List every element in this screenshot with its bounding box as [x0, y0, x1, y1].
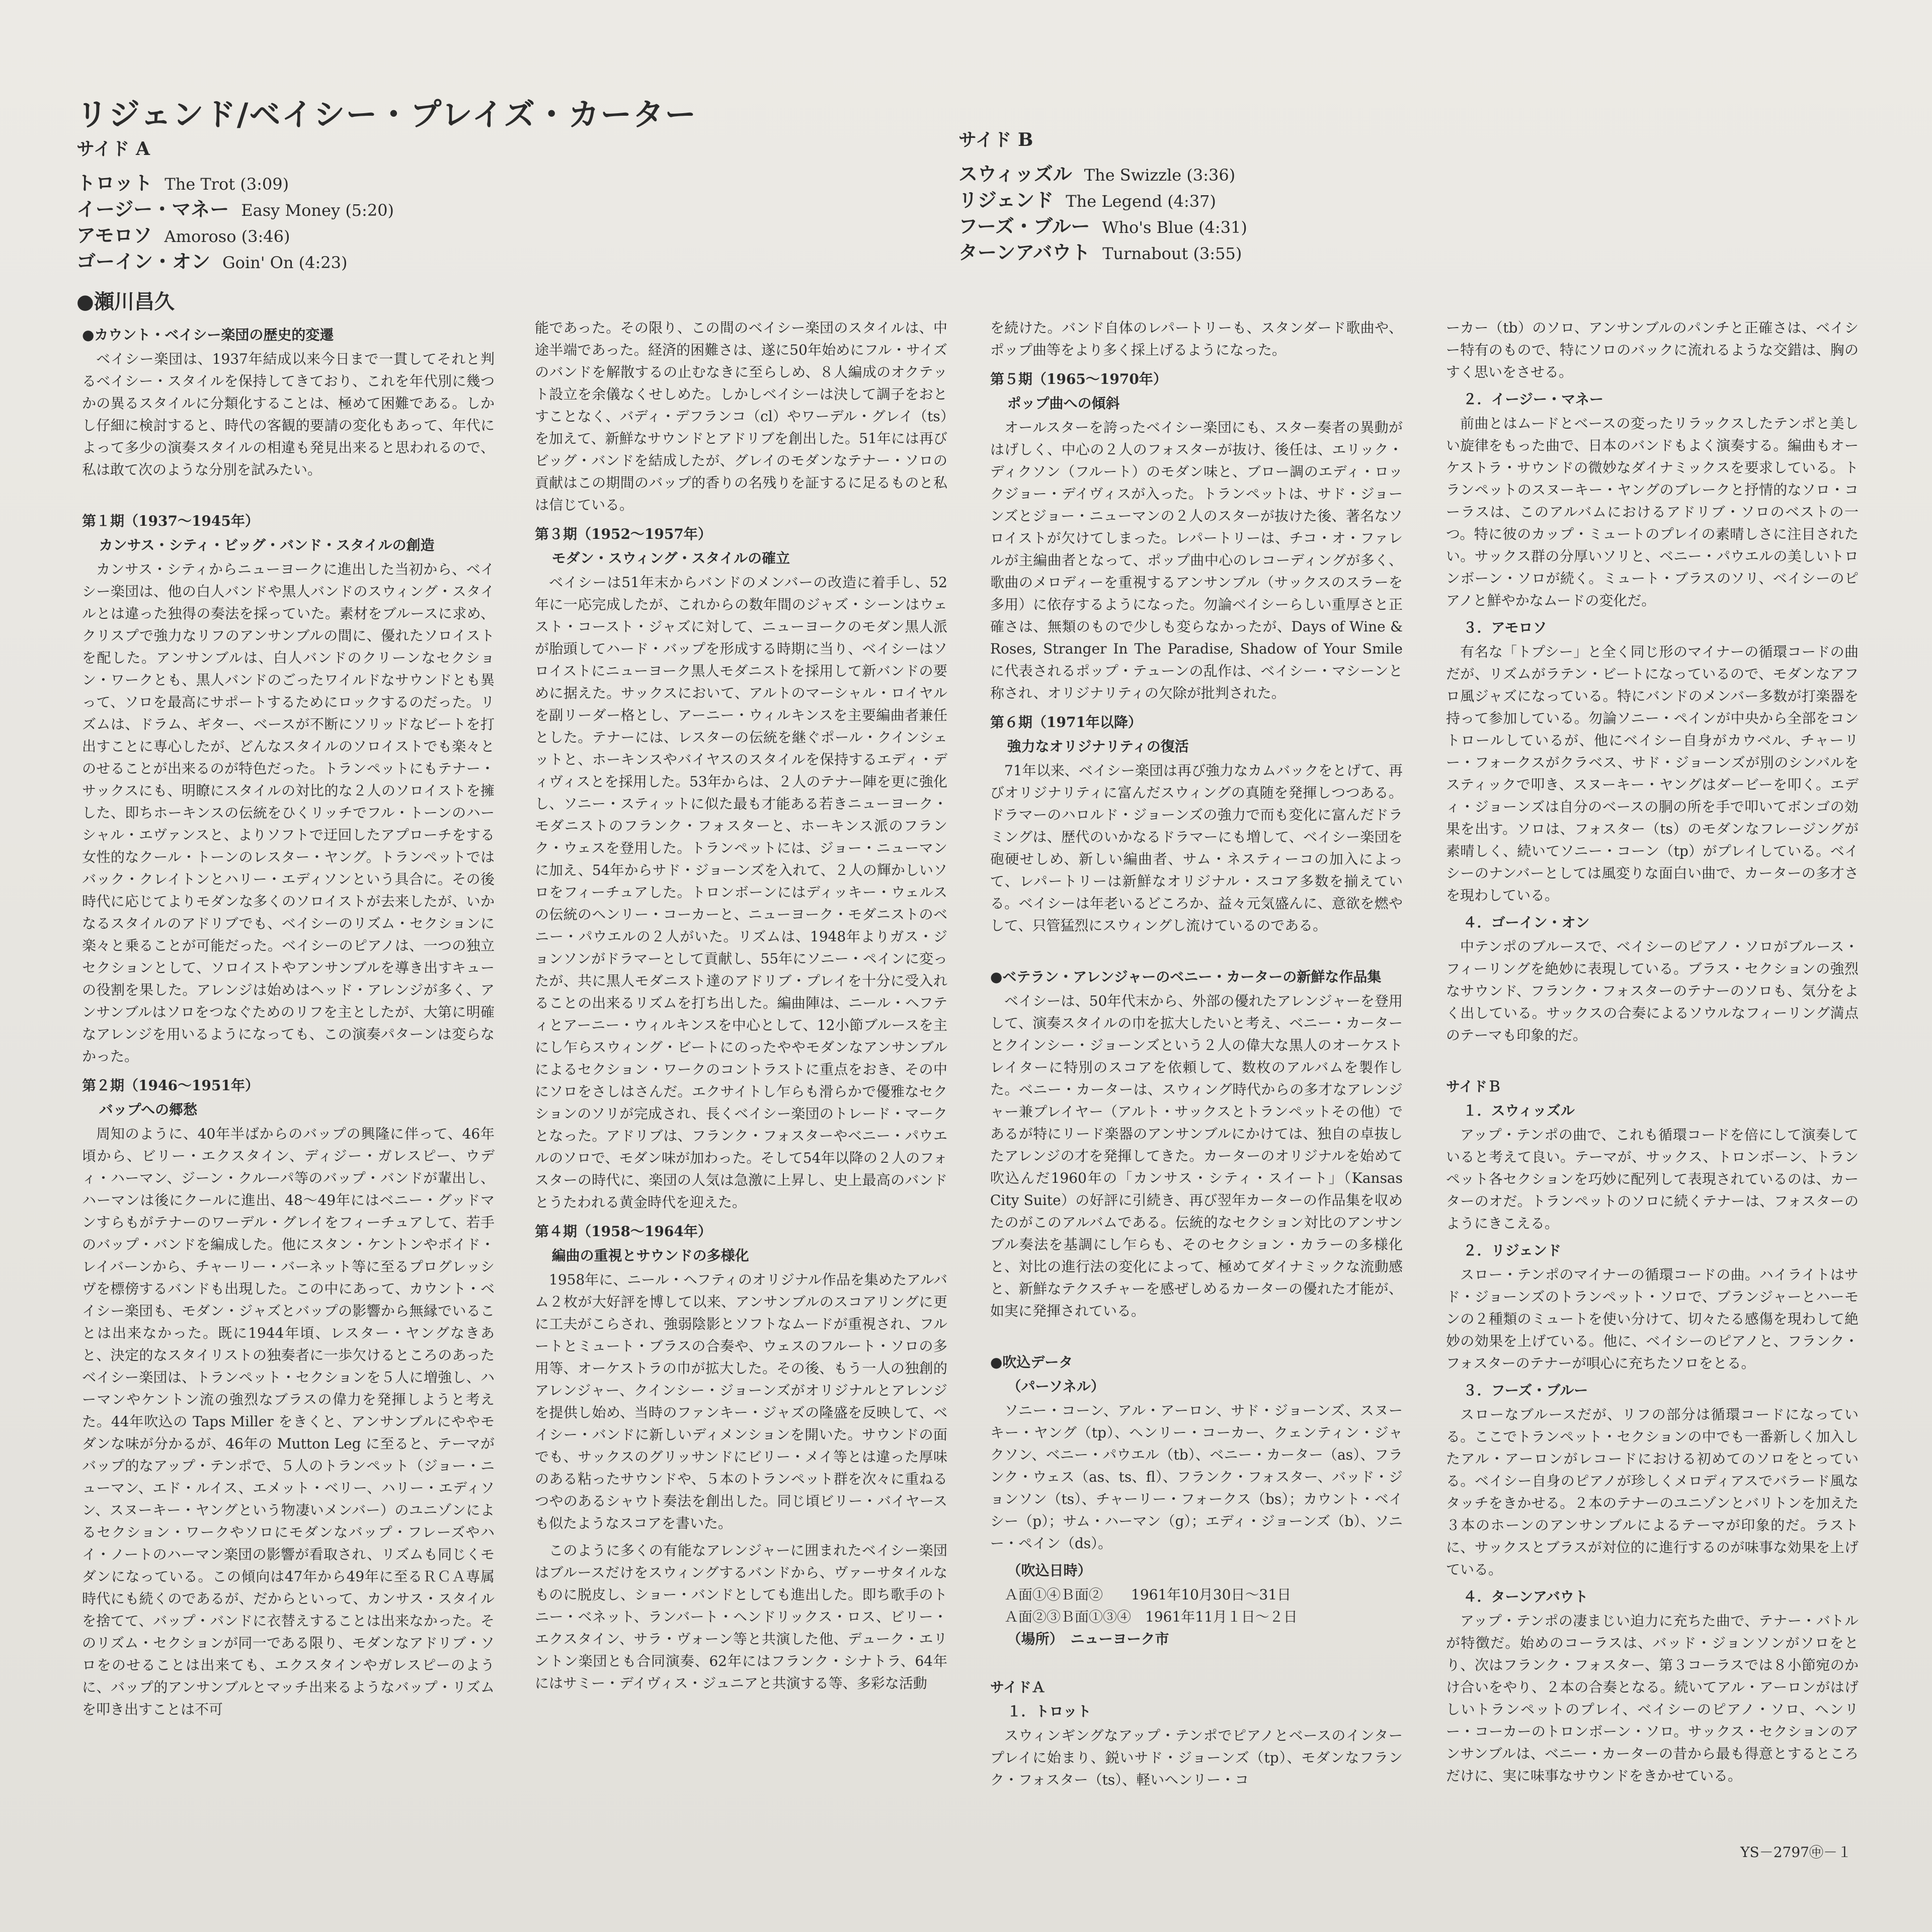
- period-heading: 第６期（1971年以降）: [990, 714, 1142, 731]
- side-a-label: サイド A: [76, 138, 150, 159]
- period-subheading: 強力なオリジナリティの復活: [1007, 738, 1189, 755]
- track-title-jp: イージー・マネー: [76, 198, 229, 220]
- track-title-jp: フーズ・ブルー: [958, 215, 1090, 237]
- track-item: [76, 220, 394, 247]
- paragraph: ベイシーは、50年代末から、外部の優れたアレンジャーを登用して、演奏スタイルの巾を拡大したいと考え、ベニー・カーターとクインシー・ジョーンズという２人の偉大な黒人のオーケストレイターに特別のスコアを依頼して、数枚のアルバムを製作した。ベニー・カーターは、スウィング時代からの多才なアレンジャー兼プレイヤー（アルト・サックスとトランペットその他）であるが特にリード楽器のアンサンブルにかけては、独自の卓抜したアレンジの才を発揮してきた。カーターのオリジナルを始めて吹込んだ1960年の「カンサス・シティ・スイート」（Kansas City Suite）の好評に引続き、再び翌年カーターの作品集を収めたのがこのアルバムである。伝統的なセクション対比のアンサンブル奏法を基調にし乍らも、そのセクション・カラーの多様化と、対比の進行法の変化によって、極めてダイナミックな流動感と、新鮮なテクスチャーを感ぜしめるカーターの優れた才能が、如実に発揮されている。: [990, 993, 1403, 1319]
- track-note-heading: ４．ゴーイン・オン: [1463, 914, 1590, 931]
- track-note-heading: ４．ターンアバウト: [1463, 1588, 1588, 1605]
- author-credit: ●瀬川昌久: [76, 290, 175, 313]
- track-item: [76, 246, 394, 273]
- text-column-3: [990, 317, 1403, 1862]
- paragraph: 前曲とはムードとベースの変ったリラックスしたテンポと美しい旋律をもった曲で、日本のバンドもよく演奏する。編曲もオーケストラ・サウンドの微妙なダイナミックスを要求している。トランペットのスヌーキー・ヤングのブレークと抒情的なソロ・コーラスは、このアルバムにおけるアドリブ・ソロのベストの一つ。特に彼のカップ・ミュートのプレイの素晴しさに注目されたい。サックス群の分厚いソリと、ベニー・パウエルの美しいトロンボーン・ソロが続く。ミュート・ブラスのソリ、ベイシーのピアノと鮮やかなムードの変化だ。: [1446, 415, 1859, 609]
- side-heading: サイドＢ: [1446, 1078, 1502, 1095]
- track-item: [958, 211, 1247, 237]
- track-title-en: Amoroso (3:46): [164, 227, 290, 246]
- track-title-jp: ゴーイン・オン: [76, 250, 211, 273]
- side-a-tracklist: [76, 135, 394, 272]
- side-b-label: サイド B: [958, 129, 1033, 150]
- recording-date-line: Ａ面①④Ｂ面② 1961年10月30日～31日: [1004, 1586, 1292, 1603]
- track-title-en: The Legend (4:37): [1066, 192, 1217, 211]
- subheading-personnel: （パーソネル）: [1007, 1378, 1105, 1395]
- catalog-number: YS－2797㊥－１: [1740, 1844, 1852, 1861]
- track-title-en: Turnabout (3:55): [1102, 244, 1242, 263]
- paragraph: ーカー（tb）のソロ、アンサンブルのパンチと正確さは、ベイシー特有のもので、特にソロのバックに流れるような交錯は、胸のすく思いをさせる。: [1446, 319, 1859, 380]
- track-title-jp: スウィッズル: [958, 163, 1072, 185]
- period-heading: 第５期（1965～1970年）: [990, 371, 1167, 387]
- track-title-en: Goin' On (4:23): [222, 253, 348, 272]
- track-title-en: The Swizzle (3:36): [1084, 166, 1236, 185]
- track-item: [958, 158, 1247, 185]
- period-heading: 第２期（1946～1951年）: [82, 1077, 259, 1094]
- track-item: [76, 194, 394, 220]
- side-b-tracklist: [958, 126, 1247, 263]
- period-heading: 第１期（1937～1945年）: [82, 513, 259, 529]
- track-note-heading: ３．アモロソ: [1463, 619, 1547, 636]
- paragraph: 1958年に、ニール・ヘフティのオリジナル作品を集めたアルバム２枚が大好評を博して以来、アンサンブルのスコアリングに更に工夫がこらされ、強弱陰影とソフトなムードが重視され、フルートとミュート・ブラスの合奏や、ウェスのフルート・ソロの多用等、オーケストラの巾が拡大した。その後、もう一人の独創的アレンジャー、クインシー・ジョーンズがオリジナルとアレンジを提供し始め、当時のファンキー・ジャズの隆盛を反映して、ベイシー・バンドに新しいディメンションを開いた。サウンドの面でも、サックスのグリッサンドにビリー・メイ等とは違った厚味のある粘ったサウンドや、５本のトランペット群を次々に重ねるつやのあるシャウト奏法を創出した。同じ頃ビリー・バイヤースも似たようなスコアを書いた。: [535, 1271, 947, 1532]
- track-item: [958, 185, 1247, 211]
- paragraph: カンサス・シティからニューヨークに進出した当初から、ベイシー楽団は、他の白人バンドや黒人バンドのスウィング・スタイルとは違った独得の奏法を採っていた。素材をブルースに求め、クリスプで強力なリフのアンサンブルの間に、優れたソロイストを配した。アンサンブルは、白人バンドのクリーンなセクション・ワークとも、黒人バンドのごったワイルドなサウンドとも異って、ソロを最高にサポートするためにロックするのだった。リズムは、ドラム、ギター、ベースが不断にソリッドなビートを打出すことに専心したが、どんなスタイルのソロイストでも楽々とのせることが出来るのが特色だった。トランペットにもテナー・サックスにも、明瞭にスタイルの対比的な２人のソロイストを擁した、即ちホーキンスの伝統をひくリッチでフル・トーンのハーシャル・エヴァンスと、よりソフトで迂回したアプローチをする女性的なクール・トーンのレスター・ヤング。トランペットではバック・クレイトンとハリー・エディソンという具合に。その後時代に応じてよりモダンな多くのソロイストが去来したが、いかなるスタイルのアドリブでも、ベイシーのリズム・セクションに楽々と乗ることが可能だった。ベイシーのピアノは、一つの独立セクションとして、ソロイストやアンサンブルを導き出すキューの役割を果した。アレンジは始めはヘッド・アレンジが多く、アンサンブルはソロをつなぐためのリフを主としたが、大第に明確なアレンジを用いるようになっても、この演奏パターンは変らなかった。: [82, 561, 495, 1065]
- paragraph: 中テンポのブルースで、ベイシーのピアノ・ソロがブルース・フィーリングを絶妙に表現している。ブラス・セクションの強烈なサウンド、フランク・フォスターのテナーのソロも、気分をよく出している。サックスの合奏によるソウルなフィーリング満点のテーマも印象的だ。: [1446, 938, 1859, 1043]
- track-note-heading: ２．リジェンド: [1463, 1242, 1562, 1259]
- paragraph: ソニー・コーン、アル・アーロン、サド・ジョーンズ、スヌーキー・ヤング（tp）、ヘンリー・コーカー、クェンティン・ジャクソン、ベニー・パウエル（tb）、ベニー・カーター（as）、フランク・ウェス（as、ts、fl）、フランク・フォスター、バッド・ジョンソン（ts）、チャーリー・フォークス（bs）；カウント・ベイシー（p）；サム・ハーマン（g）；エディ・ジョーンズ（b）、ソニー・ペイン（ds）。: [990, 1402, 1403, 1552]
- period-subheading: カンサス・シティ・ビッグ・バンド・スタイルの創造: [99, 537, 435, 553]
- text-column-2: [535, 317, 947, 1862]
- period-subheading: バップへの郷愁: [99, 1101, 198, 1118]
- paragraph: このように多くの有能なアレンジャーに囲まれたベイシー楽団はブルースだけをスウィングするバンドから、ヴァーサタイルなものに脱皮し、ショー・バンドとしても進出した。即ち歌手のトニー・ベネット、ランバート・ヘンドリックス・ロス、ビリー・エクスタイン、サラ・ヴォーン等と共演した他、デューク・エリントン楽団とも合同演奏、62年にはフランク・シナトラ、64年にはサミー・デイヴィス・ジュニアと共演する等、多彩な活動: [535, 1542, 947, 1692]
- period-heading: 第４期（1958～1964年）: [535, 1223, 712, 1240]
- track-title-jp: トロット: [76, 172, 153, 194]
- section-heading: ●ベテラン・アレンジャーのベニー・カーターの新鮮な作品集: [990, 969, 1382, 985]
- track-note-heading: ２．イージー・マネー: [1463, 391, 1604, 408]
- section-heading: ●カウント・ベイシー楽団の歴史的変遷: [82, 327, 334, 343]
- paragraph: 能であった。その限り、この間のベイシー楽団のスタイルは、中途半端であった。経済的困難さは、遂に50年始めにフル・サイズのバンドを解散するの止むなきに至らしめ、８人編成のオクテット設立を余儀なくせしめた。しかしベイシーは決して調子をおとすことなく、バディ・デフランコ（cl）やワーデル・グレイ（ts）を加えて、新鮮なサウンドとアドリブを創出した。51年には再びビッグ・バンドを結成したが、グレイのモダンなテナー・ソロの貢献はこの期間のバップ的香りの名残りを証するに足るものと私は信じている。: [535, 319, 947, 513]
- paragraph: 周知のように、40年半ばからのバップの興隆に伴って、46年頃から、ビリー・エクスタイン、ディジー・ガレスピー、ウディ・ハーマン、ジーン・クルーパ等のバップ・バンドが輩出し、ハーマンは後にクールに進出、48～49年にはベニー・グッドマンすらもがテナーのワーデル・グレイをフィーチュアして、若手のバップ・バンドを編成した。他にスタン・ケントンやボイド・レイバーンから、チャーリー・バーネット等に至るプログレッシヴを標傍するバンドも出現した。この中にあって、カウント・ベイシー楽団も、モダン・ジャズとバップの影響から無縁でいることは出来なかった。既に1944年頃、レスター・ヤングなきあと、決定的なスタイリストの独奏者に一歩欠けるところのあったベイシー楽団は、トランペット・セクションを５人に増強し、ハーマンやケントン流の強烈なブラスの偉力を発揮しようと考えた。44年吹込の Taps Miller をきくと、アンサンブルにややモダンな味が分かるが、46年の Mutton Leg に至ると、テーマがバップ的なアップ・テンポで、５人のトランペット（ジョー・ニューマン、エド・ルイス、エメット・ベリー、ハリー・エディソン、スヌーキー・ヤングという物凄いメンバー）のユニゾンによるセクション・ワークやソロにモダンなバップ・フレーズやハイ・ノートのハーマン楽団の影響が看取され、リズムも同じくモダンになっている。この傾向は47年から49年に至るＲＣＡ専属時代にも続くのであるが、だからといって、カンサス・スタイルを捨てて、バップ・バンドに衣替えすることは出来なかった。そのリズム・セクションが同一である限り、モダンなアドリブ・ソロをのせることは出来ても、エクスタインやガレスピーのように、バップ的アンサンブルとマッチ出来るようなバップ・リズムを叩き出すことは不可: [82, 1125, 495, 1718]
- paragraph: ベイシーは51年末からバンドのメンバーの改造に着手し、52年に一応完成したが、これからの数年間のジャズ・シーンはウェスト・コースト・ジャズに対して、ニューヨークのモダン黒人派が胎頭してハード・バップを形成する時期に当り、ベイシーはソロイストにニューヨーク黒人モダニストを採用して新バンドの要めに据えた。サックスにおいて、アルトのマーシャル・ロイヤルを副リーダー格とし、アーニー・ウィルキンスを主要編曲者兼任とした。テナーには、レスターの伝統を継ぐポール・クインシェットと、ホーキンスやバイヤスのスタイルを保持するエディ・ディヴィスとを採用した。53年からは、２人のテナー陣を更に強化し、ソニー・スティットに似た最も才能ある若きニューヨーク・モダニストのフランク・フォスターと、ホーキンス派のフランク・ウェスを登用した。トランペットには、ジョー・ニューマンに加え、54年からサド・ジョーンズを入れて、２人の輝かしいソロをフィーチュアした。トロンボーンにはディッキー・ウェルスの伝統のヘンリー・コーカーと、ニューヨーク・モダニストのベニー・パウエルの２人がいた。リズムは、1948年よりガス・ジョンソンがドラマーとして貢献し、55年にソニー・ペインに変ったが、共に黒人モダニスト達のアドリブ・プレイを十分に受入れることの出来るリズムを打ち出した。編曲陣は、ニール・ヘフティとアーニー・ウィルキンスを中心として、12小節ブルースを主にし乍らスウィング・ビートにのったややモダンなアンサンブルによるセクション・ワークのコントラストに重点をおき、その中にソロをさしはさんだ。エクサイトし乍らも滑らかで優雅なセクションのソリが完成され、長くベイシー楽団のトレード・マークとなった。アドリブは、フランク・フォスターやベニー・パウエルのソロで、モダン味が加わった。そして54年以降の２人のフォスターの時代に、楽団の人気は急激に上昇し、史上最高のバンドとうたわれる黄金時代を迎えた。: [535, 574, 947, 1211]
- track-item: [958, 237, 1247, 264]
- period-heading: 第３期（1952～1957年）: [535, 526, 712, 542]
- side-heading: サイドＡ: [990, 1679, 1046, 1696]
- track-title-en: Who's Blue (4:31): [1102, 218, 1247, 237]
- recording-date-line: Ａ面②③Ｂ面①③④ 1961年11月１日～２日: [1004, 1608, 1298, 1625]
- track-note-heading: １．スウィッズル: [1463, 1102, 1575, 1119]
- paragraph: アップ・テンポの曲で、これも循環コードを倍にして演奏していると考えて良い。テーマが、サックス、トロンボーン、トランペット各セクションを巧妙に配列して表現されているのは、カーターのオだ。トランペットのソロに続くテナーは、フォスターのようにきこえる。: [1446, 1126, 1859, 1232]
- paragraph: 有名な「トプシー」と全く同じ形のマイナーの循環コードの曲だが、リズムがラテン・ビートになっているので、モダンなアフロ風ジャズになっている。特にバンドのメンバー多数が打楽器を持って参加している。勿論ソニー・ペインが中央から全部をコントロールしているが、他にベイシー自身がカウベル、チャーリー・フォークスがクラベス、サド・ジョーンズが別のシンバルをスティックで叩き、スヌーキー・ヤングはダービーを叩く。エディ・ジョーンズは自分のベースの胴の所を手で叩いてボンゴの効果を出す。ソロは、フォスター（ts）のモダンなフレージングが素晴しく、続いてソニー・コーン（tp）がプレイしている。ベイシーのナンバーとしては風変りな面白い曲で、カーターの多才さを現わしている。: [1446, 643, 1859, 904]
- track-title-jp: ターンアバウト: [958, 241, 1091, 264]
- track-note-heading: ３．フーズ・ブルー: [1463, 1382, 1588, 1399]
- text-column-4: [1446, 317, 1859, 1862]
- period-subheading: ポップ曲への傾斜: [1007, 395, 1120, 412]
- paragraph: 71年以来、ベイシー楽団は再び強力なカムバックをとげて、再びオリジナリティに富んだスウィングの真随を発揮しつつある。ドラマーのハロルド・ジョーンズの強力で而も変化に富んだドラミングは、歴代のいかなるドラマーにも増して、ベイシー楽団を砲硬せしめ、新しい編曲者、サム・ネスティーコの加入によって、レパートリーは新鮮なオリジナル・スコア多数を揃えている。ベイシーは年老いるどころか、益々元気盛んに、意欲を燃やして、只管猛烈にスウィングし流けているのである。: [990, 762, 1403, 934]
- period-subheading: 編曲の重視とサウンドの多様化: [551, 1247, 749, 1264]
- period-subheading: モダン・スウィング・スタイルの確立: [551, 550, 790, 567]
- paragraph: を続けた。バンド自体のレパートリーも、スタンダード歌曲や、ポップ曲等をより多く採上げるようになった。: [990, 319, 1403, 358]
- album-title: リジェンド/ベイシー・プレイズ・カーター: [76, 96, 697, 133]
- paragraph: オールスターを誇ったベイシー楽団にも、スター奏者の異動がはげしく、中心の２人のフォスターが抜け、後任は、エリック・ディクソン（フルート）のモダン味と、ブロー調のエディ・ロックジョー・デイヴィスが入った。トランペットは、サド・ジョーンズとジョー・ニューマンの２人のスターが抜けた後、著名なソロイストが欠けてしまった。レパートリーは、チコ・オ・ファレルが主編曲者となって、ポップ曲中心のレコーディングが多く、歌曲のメロディーを重視するアンサンブル（サックスのスラーを多用）に依存するようになった。勿論ベイシーらしい重厚さと正確さは、無類のもので少しも変らなかったが、Days of Wine & Roses, Stranger In The Paradise, Shadow of Your Smile に代表されるポップ・テューンの乱作は、ベイシー・マシーンと称され、オリジナリティの欠除が批判された。: [990, 419, 1403, 701]
- paragraph: スウィンギングなアップ・テンポでピアノとベースのインタープレイに始まり、鋭いサド・ジョーンズ（tp）、モダンなフランク・フォスター（ts）、軽いヘンリー・コ: [990, 1727, 1403, 1788]
- paragraph: スロー・テンポのマイナーの循環コードの曲。ハイライトはサド・ジョーンズのトランペット・ソロで、ブランジャーとハーモンの２種類のミュートを使い分けて、切々たる感傷を現わして絶妙の効果を上げている。他に、ベイシーのピアノと、フランク・フォスターのテナーが唄心に充ちたソロをとる。: [1446, 1266, 1859, 1372]
- subheading-location: （場所） ニューヨーク市: [1007, 1631, 1169, 1647]
- paragraph: ベイシー楽団は、1937年結成以来今日まで一貫してそれと判るベイシー・スタイルを保持してきており、これを年代別に幾つかの異るスタイルに分類化することは、極めて困難である。しかし仔細に検討すると、時代の客観的要請の変化もあって、年代によって多少の演奏スタイルの相違も発見出来ると思われるので、私は敢て次のような分別を試みたい。: [82, 351, 495, 478]
- track-note-heading: １．トロット: [1007, 1703, 1092, 1720]
- paragraph: スローなブルースだが、リフの部分は循環コードになっている。ここでトランペット・セクションの中でも一番新しく加入したアル・アーロンがレコードにおける初めてのソロをとっている。ベイシー自身のピアノが珍しくメロディアスでバラード風なタッチをきかせる。２本のテナーのユニゾンとバリトンを加えた３本のホーンのアンサンブルによるテーマが印象的だ。ラストに、サックスとブラスが対位的に進行するのが味事な効果を上げている。: [1446, 1406, 1859, 1578]
- section-heading: ●吹込データ: [990, 1354, 1073, 1371]
- text-column-1: [82, 317, 495, 1862]
- subheading-recording-date: （吹込日時）: [1007, 1562, 1092, 1579]
- track-item: [76, 168, 394, 194]
- track-title-en: The Trot (3:09): [165, 175, 289, 194]
- paragraph: アップ・テンポの凄まじい迫力に充ちた曲で、テナー・バトルが特徴だ。始めのコーラスは、バッド・ジョンソンがソロをとり、次はフランク・フォスター、第３コーラスでは８小節宛のかけ合いをやり、２本の合奏となる。続いてアル・アーロンがはげしいトランペットのプレイ、ベイシーのピアノ・ソロ、ヘンリー・コーカーのトロンボーン・ソロ。サックス・セクションのアンサンブルは、ベニー・カーターの昔から最も得意とするところだけに、実に味事なサウンドをきかせている。: [1446, 1613, 1859, 1784]
- track-title-jp: アモロソ: [76, 224, 152, 247]
- track-title-jp: リジェンド: [958, 189, 1054, 211]
- track-title-en: Easy Money (5:20): [241, 201, 394, 220]
